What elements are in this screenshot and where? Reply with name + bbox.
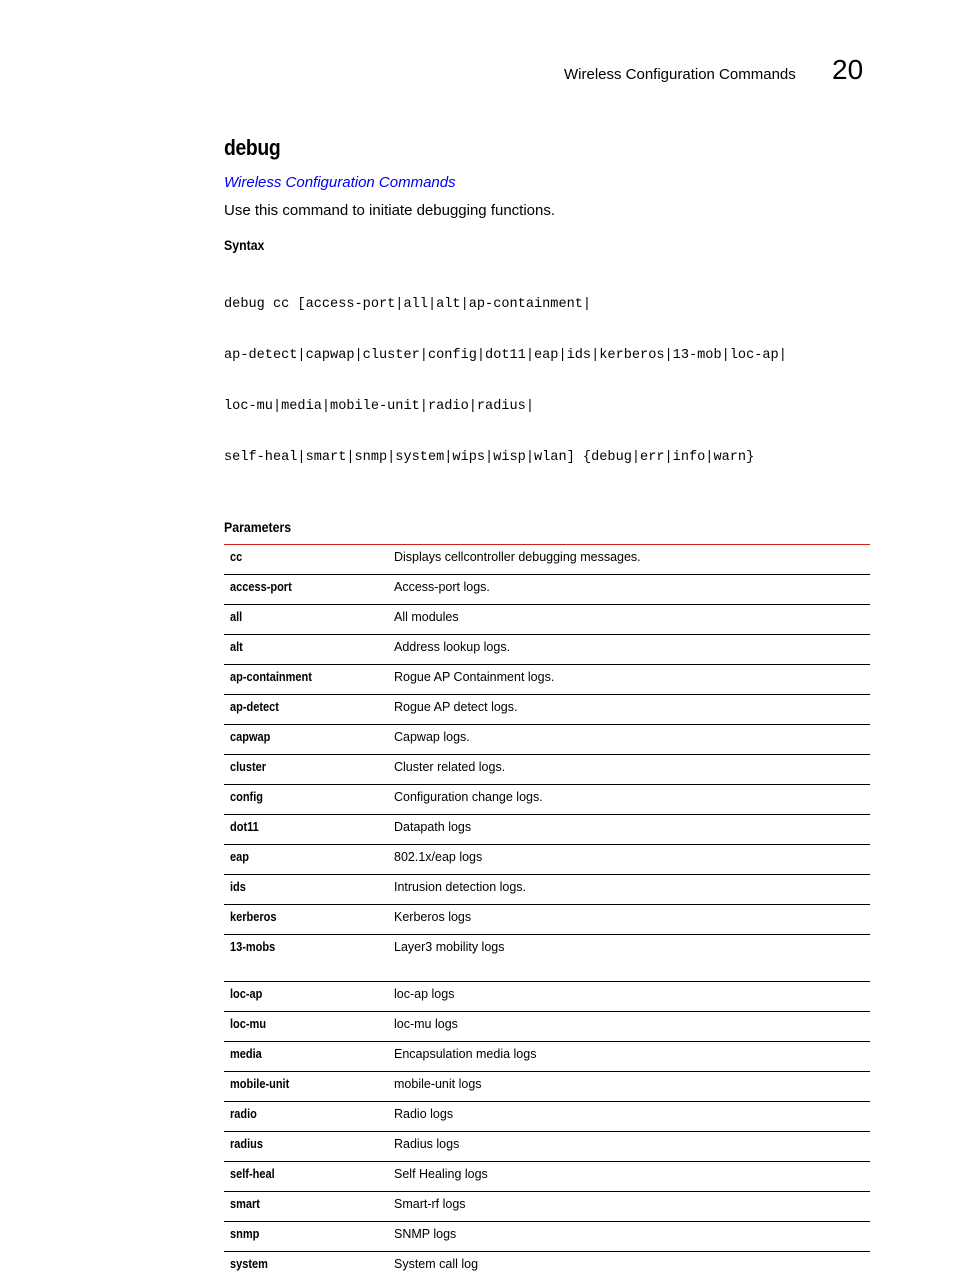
parameter-name: cc bbox=[230, 549, 242, 566]
parameter-name-cell bbox=[224, 575, 388, 605]
parameter-row bbox=[224, 1192, 870, 1222]
parameter-name-cell bbox=[224, 755, 388, 785]
syntax-line: debug cc [access-port|all|alt|ap-containment| bbox=[224, 296, 870, 313]
syntax-line: self-heal|smart|snmp|system|wips|wisp|wlan] {debug|err|info|warn} bbox=[224, 449, 870, 466]
parameter-description: Radius logs bbox=[388, 1132, 870, 1162]
parameter-name-cell bbox=[224, 695, 388, 725]
parameter-name-cell bbox=[224, 1012, 388, 1042]
parameter-name: radius bbox=[230, 1136, 263, 1153]
parameter-name: dot11 bbox=[230, 819, 259, 836]
parameter-row bbox=[224, 725, 870, 755]
parameter-row bbox=[224, 1252, 870, 1281]
parameter-name-cell bbox=[224, 1162, 388, 1192]
parameter-description: Rogue AP detect logs. bbox=[388, 695, 870, 725]
parameter-name-cell bbox=[224, 635, 388, 665]
parameter-row bbox=[224, 1042, 870, 1072]
page-title: debug bbox=[224, 130, 792, 166]
parameter-name: loc-ap bbox=[230, 986, 262, 1003]
parameters-table bbox=[224, 544, 870, 1281]
parameter-description: Access-port logs. bbox=[388, 575, 870, 605]
running-header bbox=[0, 0, 954, 100]
parameter-description: Datapath logs bbox=[388, 815, 870, 845]
syntax-heading: Syntax bbox=[224, 236, 792, 254]
parameter-name: ids bbox=[230, 879, 246, 896]
parameter-row bbox=[224, 575, 870, 605]
intro-text: Use this command to initiate debugging functions. bbox=[224, 201, 870, 221]
parameter-row bbox=[224, 1222, 870, 1252]
parameter-row bbox=[224, 695, 870, 725]
parameters-table-body bbox=[224, 545, 870, 1281]
parameter-name-cell bbox=[224, 815, 388, 845]
parameter-name-cell bbox=[224, 1252, 388, 1281]
parameter-name-cell bbox=[224, 1192, 388, 1222]
parameter-name: eap bbox=[230, 849, 249, 866]
parent-topic-link[interactable]: Wireless Configuration Commands bbox=[224, 173, 870, 193]
parameter-description: SNMP logs bbox=[388, 1222, 870, 1252]
parameter-name: all bbox=[230, 609, 242, 626]
parameter-name: media bbox=[230, 1046, 262, 1063]
parameter-name-cell bbox=[224, 1132, 388, 1162]
parameter-row bbox=[224, 1162, 870, 1192]
parameter-name: mobile-unit bbox=[230, 1076, 289, 1093]
parameter-description: Layer3 mobility logs bbox=[388, 935, 870, 982]
parameter-name-cell bbox=[224, 875, 388, 905]
parameter-name: access-port bbox=[230, 579, 292, 596]
parameter-name-cell bbox=[224, 1102, 388, 1132]
parameter-description: Cluster related logs. bbox=[388, 755, 870, 785]
parameters-heading: Parameters bbox=[224, 518, 792, 536]
parameter-row bbox=[224, 1072, 870, 1102]
parameter-name: kerberos bbox=[230, 909, 276, 926]
syntax-line: ap-detect|capwap|cluster|config|dot11|eap|ids|kerberos|13-mob|loc-ap| bbox=[224, 347, 870, 364]
parameter-name-cell bbox=[224, 1222, 388, 1252]
parameter-name: ap-containment bbox=[230, 669, 312, 686]
parameter-description: mobile-unit logs bbox=[388, 1072, 870, 1102]
parameter-row bbox=[224, 1102, 870, 1132]
parameter-row bbox=[224, 635, 870, 665]
parameter-name: radio bbox=[230, 1106, 257, 1123]
parameter-description: Kerberos logs bbox=[388, 905, 870, 935]
parameter-name: system bbox=[230, 1256, 268, 1273]
parameter-row bbox=[224, 935, 870, 982]
header-chapter-number: 20 bbox=[832, 54, 863, 86]
parameter-description: Radio logs bbox=[388, 1102, 870, 1132]
parameter-name: capwap bbox=[230, 729, 270, 746]
parameter-description: System call log bbox=[388, 1252, 870, 1281]
parameter-description: All modules bbox=[388, 605, 870, 635]
parameter-name: 13-mobs bbox=[230, 939, 275, 956]
parameter-name-cell bbox=[224, 845, 388, 875]
parameter-name: loc-mu bbox=[230, 1016, 266, 1033]
parameter-name: config bbox=[230, 789, 263, 806]
parameter-name-cell bbox=[224, 982, 388, 1012]
parameter-row bbox=[224, 875, 870, 905]
parameter-row bbox=[224, 905, 870, 935]
parameter-row bbox=[224, 982, 870, 1012]
parameter-description: 802.1x/eap logs bbox=[388, 845, 870, 875]
parameter-description: Configuration change logs. bbox=[388, 785, 870, 815]
parameter-row bbox=[224, 1012, 870, 1042]
parameter-row bbox=[224, 665, 870, 695]
parameter-row bbox=[224, 845, 870, 875]
parameter-name: alt bbox=[230, 639, 243, 656]
parameter-row bbox=[224, 785, 870, 815]
page-content bbox=[224, 130, 870, 1281]
parameter-description: Address lookup logs. bbox=[388, 635, 870, 665]
parameter-description: Rogue AP Containment logs. bbox=[388, 665, 870, 695]
parameter-name-cell bbox=[224, 785, 388, 815]
parameter-row bbox=[224, 815, 870, 845]
parameter-description: loc-ap logs bbox=[388, 982, 870, 1012]
parameter-name: self-heal bbox=[230, 1166, 275, 1183]
parameter-description: loc-mu logs bbox=[388, 1012, 870, 1042]
parameter-name-cell bbox=[224, 1042, 388, 1072]
syntax-block bbox=[224, 262, 870, 500]
parameter-description: Displays cellcontroller debugging messages. bbox=[388, 545, 870, 575]
parameter-row bbox=[224, 755, 870, 785]
parameter-name-cell bbox=[224, 935, 388, 982]
parameter-name-cell bbox=[224, 905, 388, 935]
parameter-description: Intrusion detection logs. bbox=[388, 875, 870, 905]
parameter-name: ap-detect bbox=[230, 699, 279, 716]
parameter-description: Capwap logs. bbox=[388, 725, 870, 755]
parameter-name-cell bbox=[224, 725, 388, 755]
parameter-row bbox=[224, 1132, 870, 1162]
parameter-name: cluster bbox=[230, 759, 266, 776]
parameter-row bbox=[224, 605, 870, 635]
parameter-description: Self Healing logs bbox=[388, 1162, 870, 1192]
syntax-line: loc-mu|media|mobile-unit|radio|radius| bbox=[224, 398, 870, 415]
parameter-name: smart bbox=[230, 1196, 260, 1213]
parameter-description: Smart-rf logs bbox=[388, 1192, 870, 1222]
parameter-name-cell bbox=[224, 665, 388, 695]
parameter-name-cell bbox=[224, 545, 388, 575]
header-section-title: Wireless Configuration Commands bbox=[564, 66, 796, 83]
parameter-name-cell bbox=[224, 1072, 388, 1102]
parameter-name-cell bbox=[224, 605, 388, 635]
parameter-row bbox=[224, 545, 870, 575]
parameter-name: snmp bbox=[230, 1226, 259, 1243]
parameter-description: Encapsulation media logs bbox=[388, 1042, 870, 1072]
